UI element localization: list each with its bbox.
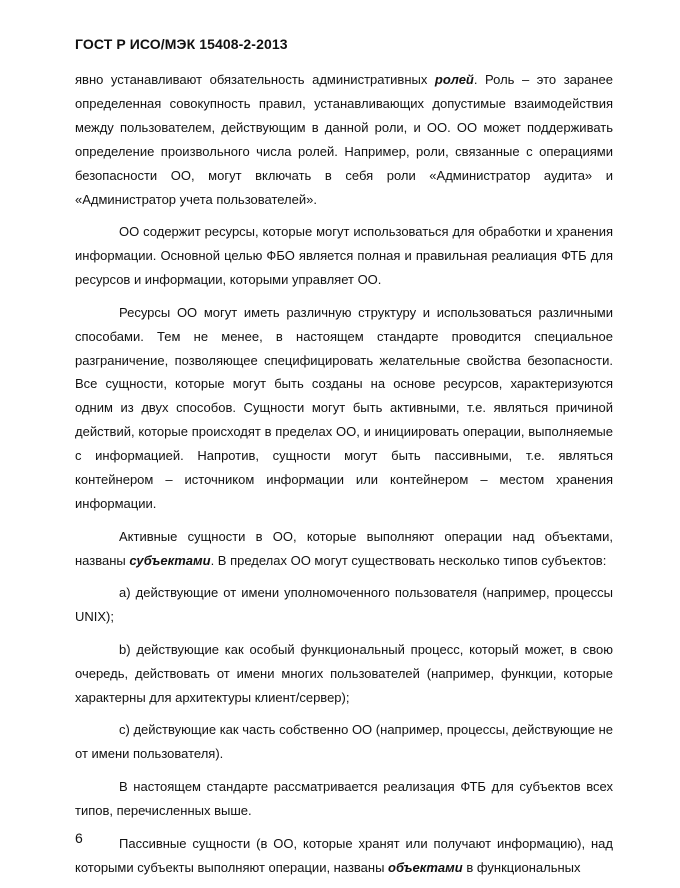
text-run: . Роль – это заранее определенная совокупность правил, устанавливающих допустимые взаимодействия между пользователем, действующим в данной роли, и ОО. ОО может поддерживать определение произвольного числа ролей. Например, роли, связанные с операциями безопасности ОО, могут включать в себя роли «Администратор аудита» и «Администратор учета пользователей». — [75, 72, 613, 207]
term-objects: объектами — [388, 859, 463, 875]
paragraph-scope: В настоящем стандарте рассматривается реализация ФТБ для субъектов всех типов, перечисленных выше. — [75, 779, 613, 818]
list-item-a: а) действующие от имени уполномоченного пользователя (например, процессы UNIX); — [75, 585, 613, 625]
page-number: 6 — [75, 830, 83, 846]
term-roles: ролей — [434, 72, 474, 87]
text-run: Пассивные сущности (в ОО, которые хранят или получают информацию), над которыми субъекты выполняют операции, названы — [75, 835, 613, 875]
text-run: Активные сущности в ОО, которые выполняют операции над объектами, названы — [75, 528, 613, 568]
list-item-b: b) действующие как особый функциональный процесс, который может, в свою очередь, действовать от имени многих пользователей (например, функции, которые характерны для архитектуры клиент/сервер); — [75, 641, 613, 705]
paragraph-subjects — [75, 525, 613, 573]
term-subjects: субъектами — [129, 552, 211, 568]
text-run: явно устанавливают обязательность административных — [75, 72, 435, 87]
list-item-c: c) действующие как часть собственно ОО (например, процессы, действующие не от имени пользователя). — [75, 722, 613, 762]
paragraph-entities: Ресурсы ОО могут иметь различную структуру и использоваться различными способами. Тем не менее, в настоящем стандарте проводится специальное разграничение, позволяющее специфицировать желательные свойства безопасности. Все сущности, которые могут быть созданы на основе ресурсов, характеризуются одним из двух способов. Сущности могут быть активными, т.е. являться причиной действий, которые происходят в пределах ОО, и инициировать операции, выполняемые с информацией. Напротив, сущности могут быть пассивными, т.е. являться контейнером – источником информации или контейнером – местом хранения информации. — [75, 304, 613, 511]
body-text — [75, 68, 613, 888]
paragraph-roles — [75, 68, 613, 211]
text-run: . В пределах ОО могут существовать несколько типов субъектов: — [210, 552, 607, 568]
paragraph-objects — [75, 832, 613, 880]
text-run: в функциональных — [462, 859, 581, 875]
paragraph-resources: ОО содержит ресурсы, которые могут использоваться для обработки и хранения информации. Основной целью ФБО является полная и правильная реалиация ФТБ для ресурсов и информации, которыми управляет ОО. — [75, 224, 613, 288]
document-header: ГОСТ Р ИСО/МЭК 15408-2-2013 — [75, 36, 288, 52]
